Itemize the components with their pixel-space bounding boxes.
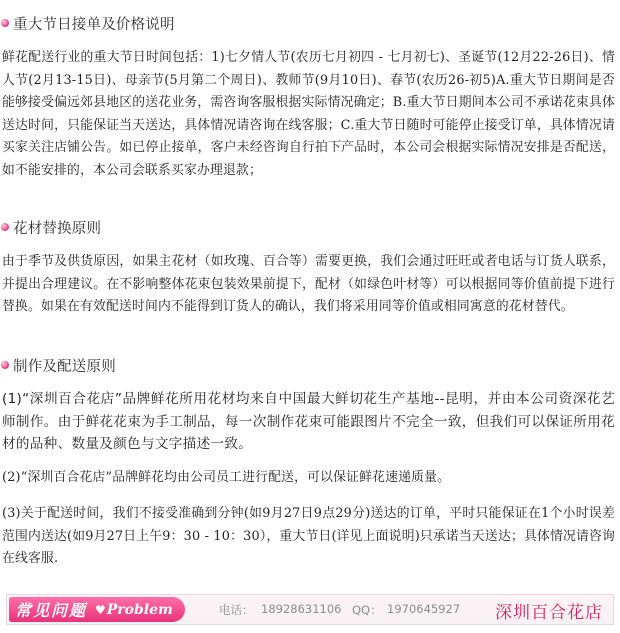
section-title: 重大节日接单及价格说明 [13, 16, 175, 33]
phone-number: 18928631106 [261, 602, 342, 616]
section-paragraph: (1)“深圳百合花店”品牌鲜花所用花材均来自中国最大鲜切花生产基地--昆明，并由本公司资深花艺师制作。由于鲜花花束为手工制品，每一次制作花束可能跟图片不完全一致，但我们可以保证所用花材的品种、数量及颜色与文字描述一致。 [2, 391, 615, 453]
bullet-dot-icon [1, 361, 9, 369]
faq-footer-banner [6, 594, 614, 625]
section-title: 花材替换原则 [13, 220, 102, 237]
shop-name: 深圳百合花店 [495, 603, 603, 623]
faq-subtitle: Problem [106, 601, 173, 618]
section-header [0, 355, 116, 375]
faq-badge[interactable] [9, 597, 185, 622]
section-header [0, 217, 101, 237]
bullet-dot-icon [1, 223, 9, 231]
phone-label: 电话： [219, 603, 254, 617]
section-title: 制作及配送原则 [13, 358, 116, 375]
heart-icon: ♥ [95, 602, 106, 617]
faq-title: 常见问题 [15, 601, 88, 620]
section-paragraph: 由于季节及供货原因，如果主花材（如玫瑰、百合等）需要更换，我们会通过旺旺或者电话与订货人联系，并提出合理建议。在不影响整体花束包装效果前提下，配材（如绿色叶材等）可以根据同等价值前提下进行替换。如果在有效配送时间内不能得到订货人的确认，我们将采用同等价值或相同寓意的花材替代。 [2, 254, 615, 315]
qq-number: 1970645927 [387, 602, 461, 616]
bullet-dot-icon [1, 19, 9, 27]
section-header [0, 13, 175, 33]
qq-label: QQ： [352, 603, 382, 617]
section-paragraph: 鲜花配送行业的重大节日时间包括：1)七夕情人节(农历七月初四 - 七月初七)、圣诞节(12月22-26日)、情人节(2月13-15日)、母亲节(5月第二个周日)、教师节(9月10日)、春节(农历26-初5)A.重大节日期间是否能够接受偏远郊县地区的送花业务，需咨询客服根据实际情况确定；B.重大节日期间本公司不承诺花束具体送达时间，只能保证当天送达，具体情况请咨询在线客服；C.重大节日随时可能停止接受订单，具体情况请买家关注店铺公告。如已停止接单，客户未经咨询自行拍下产品时，本公司会根据实际情况安排是否配送，如不能安排的，本公司会联系买家办理退款； [2, 50, 615, 178]
section-paragraph: (3)关于配送时间，我们不接受准确到分钟(如9月27日9点29分)送达的订单，平时只能保证在1个小时误差范围内送达(如9月27日上午9：30 - 10：30），重大节日(详见上面说明)只承诺当天送达；具体情况请咨询在线客服. [2, 506, 615, 567]
section-paragraph: (2)“深圳百合花店”品牌鲜花均由公司员工进行配送，可以保证鲜花速递质量。 [2, 470, 451, 485]
